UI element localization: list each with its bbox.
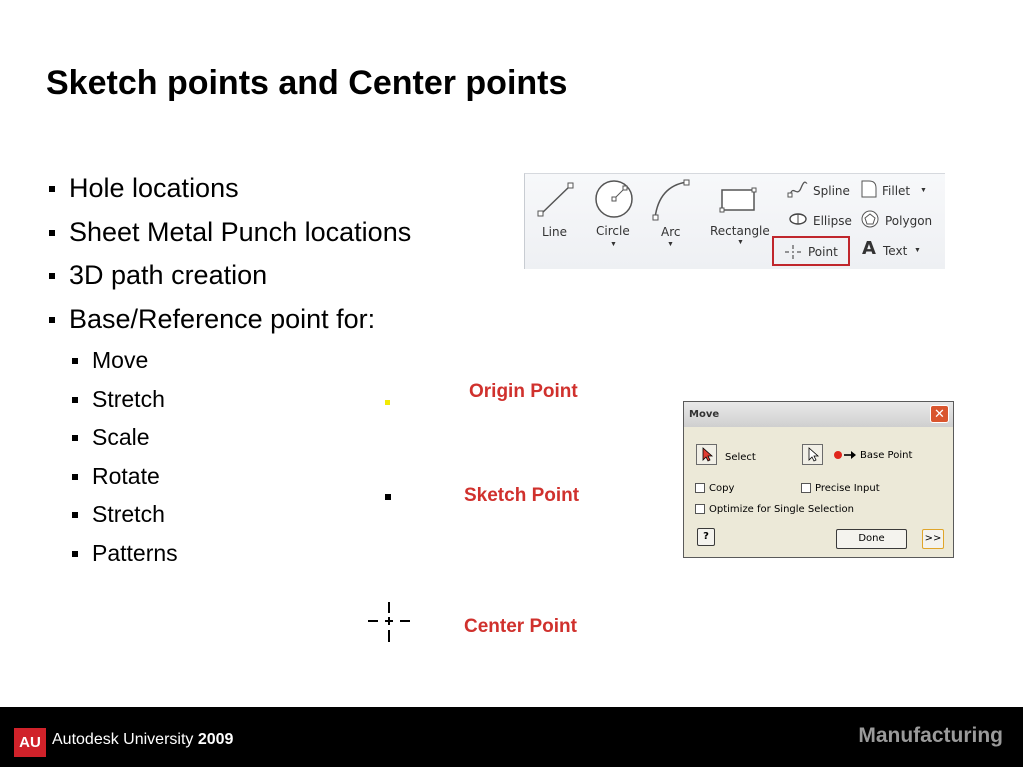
fillet-label: Fillet (882, 184, 911, 198)
ellipse-icon (788, 212, 808, 226)
brand-year: 2009 (197, 731, 234, 748)
sub-bullet-item: Stretch (46, 383, 411, 422)
optimize-single-selection-checkbox[interactable] (695, 504, 705, 514)
help-button[interactable]: ? (697, 528, 715, 546)
line-icon (535, 180, 575, 220)
arc-label: Arc (661, 225, 681, 239)
circle-icon (593, 178, 635, 220)
cursor-icon (697, 445, 716, 464)
done-button[interactable]: Done (836, 529, 907, 549)
optimize-label: Optimize for Single Selection (709, 504, 854, 515)
dialog-title: Move (689, 409, 720, 420)
au-logo: AU (14, 728, 46, 757)
dialog-titlebar[interactable] (684, 402, 953, 427)
center-point-label: Center Point (464, 616, 577, 637)
copy-label: Copy (709, 483, 735, 494)
precise-input-checkbox[interactable] (801, 483, 811, 493)
fillet-dropdown-icon[interactable]: ▼ (920, 187, 927, 194)
text-dropdown-icon[interactable]: ▼ (914, 247, 921, 254)
close-icon[interactable]: ✕ (930, 405, 949, 423)
point-label: Point (808, 245, 838, 259)
sub-bullet-item: Move (46, 344, 411, 383)
slide-title: Sketch points and Center points (46, 64, 568, 102)
text-icon: A (862, 238, 876, 259)
footer-bar (0, 707, 1023, 767)
cursor-icon (803, 445, 822, 464)
text-label: Text (883, 244, 908, 258)
brand-name: Autodesk University (52, 731, 194, 748)
fillet-icon (860, 179, 878, 199)
point-icon (784, 244, 802, 260)
sketch-point-marker (385, 494, 391, 500)
circle-label: Circle (596, 224, 630, 238)
more-options-button[interactable]: >> (922, 529, 944, 549)
brand-text (52, 731, 233, 749)
spline-icon (787, 180, 809, 200)
arc-dropdown-icon[interactable]: ▼ (667, 241, 674, 248)
origin-point-label: Origin Point (469, 381, 578, 402)
sub-bullet-item: Scale (46, 421, 411, 460)
rectangle-icon (717, 184, 761, 216)
select-button[interactable] (696, 444, 717, 465)
center-point-icon (366, 600, 412, 644)
circle-dropdown-icon[interactable]: ▼ (610, 241, 617, 248)
sketch-point-label: Sketch Point (464, 485, 580, 506)
bullet-list (46, 170, 411, 575)
polygon-icon (860, 209, 880, 229)
sketch-ribbon (524, 173, 945, 269)
base-point-select-button[interactable] (802, 444, 823, 465)
arc-icon (649, 178, 693, 222)
ellipse-label: Ellipse (813, 214, 852, 228)
rectangle-dropdown-icon[interactable]: ▼ (737, 239, 744, 246)
sub-bullet-item: Stretch (46, 498, 411, 537)
origin-point-marker (385, 400, 390, 405)
bullet-item: Hole locations (46, 170, 411, 214)
select-label: Select (725, 452, 756, 463)
line-label: Line (542, 225, 568, 239)
base-point-label: Base Point (860, 450, 913, 461)
sub-bullet-item: Rotate (46, 460, 411, 499)
copy-checkbox[interactable] (695, 483, 705, 493)
track-label: Manufacturing (858, 724, 1003, 747)
move-dialog (683, 401, 954, 558)
base-point-icon (833, 450, 857, 460)
spline-label: Spline (813, 184, 850, 198)
bullet-item: 3D path creation (46, 257, 411, 301)
precise-input-label: Precise Input (815, 483, 880, 494)
bullet-item: Base/Reference point for: (46, 301, 411, 345)
polygon-label: Polygon (885, 214, 933, 228)
rectangle-label: Rectangle (710, 224, 770, 238)
point-tool-highlight[interactable] (772, 236, 850, 266)
sub-bullet-item: Patterns (46, 537, 411, 576)
bullet-item: Sheet Metal Punch locations (46, 214, 411, 258)
